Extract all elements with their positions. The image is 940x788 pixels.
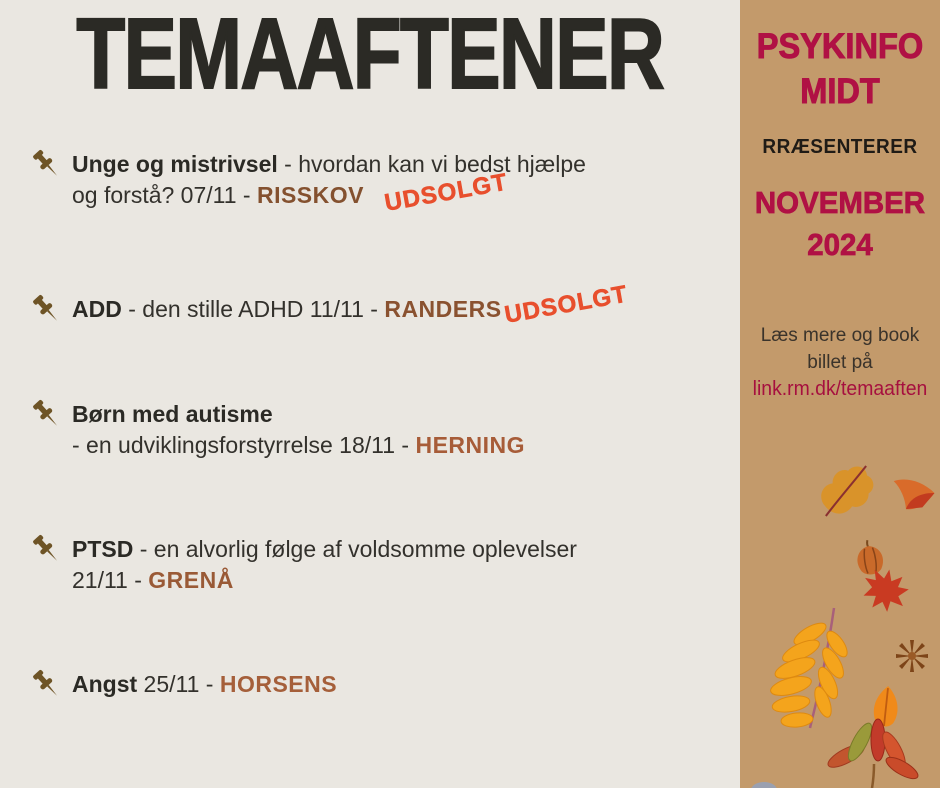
event-location: RISSKOV <box>256 182 364 208</box>
event-location: RANDERS <box>384 296 502 322</box>
month-label: NOVEMBER <box>754 185 926 220</box>
sidebar-panel <box>740 0 940 788</box>
event-topic: Angst <box>72 671 138 697</box>
leaf-fragment-image <box>750 778 778 788</box>
pushpin-icon <box>28 532 64 568</box>
sold-out-stamp: UDSOLGT <box>502 280 630 329</box>
poster-title: TEMAAFTENER <box>76 0 664 110</box>
event-date: 21/11 - <box>72 567 149 593</box>
pushpin-icon <box>28 397 64 433</box>
organization-name-line1: PSYKINFO <box>756 27 924 66</box>
pushpin-icon <box>28 147 64 183</box>
organization-name-line2: MIDT <box>800 72 880 111</box>
rowan-leaf-image <box>770 606 862 734</box>
event-text <box>72 669 708 700</box>
year-label: 2024 <box>807 227 873 262</box>
event-date: og forstå? 07/11 - <box>72 182 257 208</box>
maple-leaf-image <box>856 563 914 616</box>
event-topic: ADD <box>72 296 122 322</box>
event-date: 25/11 - <box>137 671 220 697</box>
event-topic: PTSD <box>72 536 134 562</box>
booking-info <box>740 322 940 376</box>
event-item-born-med-autisme <box>28 399 708 461</box>
event-description: - en alvorlig følge af voldsomme oplevelser <box>133 536 577 562</box>
event-text <box>72 534 708 596</box>
creeper-leaf-image <box>826 720 918 788</box>
torn-leaf-image <box>888 473 939 517</box>
event-description: - hvordan kan vi bedst hjælpe <box>277 151 586 177</box>
event-location: HORSENS <box>219 671 338 697</box>
month-year <box>745 182 935 266</box>
event-text <box>72 399 708 461</box>
organization-name <box>747 24 933 114</box>
event-topic: Børn med autisme <box>72 401 273 427</box>
event-location: GRENÅ <box>148 567 234 593</box>
sold-out-stamp: UDSOLGT <box>382 168 510 217</box>
event-item-ptsd <box>28 534 708 596</box>
presents-label: RRÆSENTERER <box>762 136 918 158</box>
booking-line1: Læs mere og book <box>760 325 920 346</box>
pushpin-icon <box>28 292 64 328</box>
event-topic: Unge og mistrivsel <box>72 151 278 177</box>
event-description: - den stille ADHD 11/11 - <box>121 296 385 322</box>
star-anise-image <box>894 638 930 674</box>
event-item-angst <box>28 669 708 700</box>
pushpin-icon <box>28 667 64 703</box>
event-location: HERNING <box>415 432 526 458</box>
poster-header <box>0 0 740 110</box>
oak-leaf-image <box>808 455 884 527</box>
booking-line2: billet på <box>807 352 873 373</box>
event-description: - en udviklingsforstyrrelse 18/11 - <box>72 432 416 458</box>
event-item-unge-og-mistrivsel <box>28 149 708 211</box>
booking-link: link.rm.dk/temaaften <box>752 378 928 400</box>
